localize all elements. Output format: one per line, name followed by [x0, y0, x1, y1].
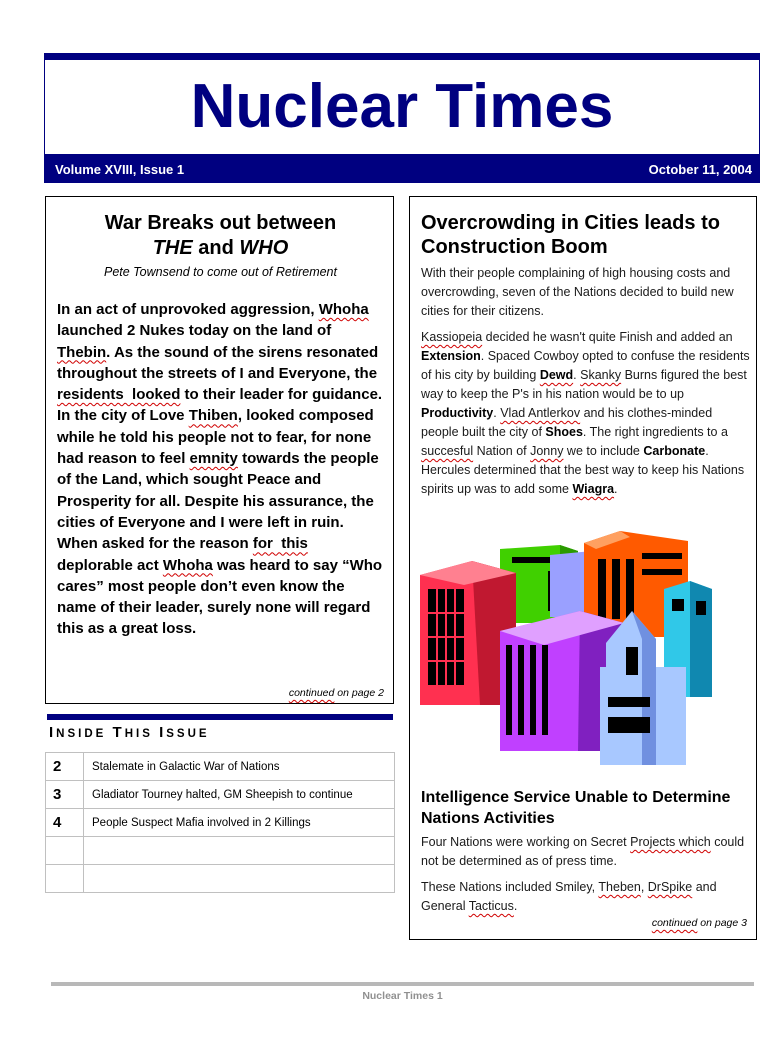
- second-story-body: [421, 264, 751, 506]
- row-text: [84, 837, 395, 865]
- headline-who: WHO: [239, 237, 289, 259]
- table-row[interactable]: [46, 781, 395, 809]
- footer-rule: [51, 982, 754, 986]
- lead-headline: [46, 211, 395, 261]
- table-row[interactable]: [46, 865, 395, 893]
- inside-title-nside: NSIDE: [56, 728, 113, 740]
- row-page: 2: [46, 753, 84, 781]
- intel-continued-note: [652, 917, 747, 929]
- row-page: [46, 865, 84, 893]
- issue-info-bar: [45, 154, 760, 182]
- table-row[interactable]: [46, 837, 395, 865]
- inside-title-ssue: SSUE: [166, 728, 210, 740]
- row-page: 3: [46, 781, 84, 809]
- intel-paragraph-1: Four Nations were working on Secret Projects which could not be determined as of press time.: [421, 835, 745, 868]
- footer-page-number: 1: [436, 990, 443, 1002]
- row-text: People Suspect Mafia involved in 2 Killings: [84, 809, 395, 837]
- lead-headline-line1: War Breaks out between: [104, 212, 337, 234]
- continued-word: continued: [288, 687, 335, 699]
- continued-rest: on page 3: [697, 917, 747, 929]
- lead-story-body: In an act of unprovoked aggression, Whoha launched 2 Nukes today on the land of Thebin. As the sound of the sirens resonated throughout the streets of I and Everyone, the residents looked to their leader for guidance. In the city of Love Thiben, looked composed while he told his people not to fear, for none had reason to feel emnity towards the people of the Land, which sought Peace and Prosperity for all. Despite his assurance, the cities of Everyone and I were left in ruin. When asked for the reason for this deplorable act Whoha was heard to say “Who cares” most people don’t even know the name of their leader, surely none will regard this as a great loss.: [57, 301, 383, 638]
- contents-table: [45, 752, 395, 893]
- page-footer: [51, 990, 754, 1002]
- inside-title-I: I: [49, 724, 57, 741]
- table-row[interactable]: [46, 753, 395, 781]
- inside-title-I2: I: [159, 724, 167, 741]
- inside-title-his: HIS: [124, 728, 160, 740]
- lead-continued-note: [289, 687, 384, 699]
- continued-word: continued: [651, 917, 698, 929]
- inside-title-T: T: [112, 724, 125, 741]
- footer-text: Nuclear Times: [362, 990, 434, 1002]
- row-page: [46, 837, 84, 865]
- row-page: 4: [46, 809, 84, 837]
- second-headline: Overcrowding in Cities leads to Construction Boom: [421, 212, 720, 258]
- row-text: Stalemate in Galactic War of Nations: [84, 753, 395, 781]
- headline-the: THE: [152, 237, 193, 259]
- newspaper-title: Nuclear Times: [190, 72, 614, 141]
- intel-story-body: [421, 833, 751, 923]
- table-row[interactable]: [46, 809, 395, 837]
- issue-date: October 11, 2004: [648, 162, 752, 177]
- inside-title: [49, 724, 210, 741]
- intel-paragraph-2: These Nations included Smiley, Theben, DrSpike and General Tacticus.: [421, 880, 717, 913]
- city-buildings-clipart: [420, 527, 736, 769]
- lead-subhead: Pete Townsend to come out of Retirement: [103, 265, 337, 279]
- inside-this-issue: [45, 711, 396, 898]
- row-text: Gladiator Tourney halted, GM Sheepish to continue: [84, 781, 395, 809]
- masthead-top-bar: [44, 53, 760, 60]
- second-story-box: [409, 196, 757, 940]
- continued-rest: on page 2: [334, 687, 384, 699]
- headline-and: and: [192, 237, 240, 259]
- second-intro: With their people complaining of high housing costs and overcrowding, seven of the Nations decided to build new cities for their citizens.: [421, 266, 734, 318]
- inside-top-bar: [47, 714, 393, 720]
- intel-headline: Intelligence Service Unable to Determine Nations Activities: [421, 789, 731, 827]
- volume-issue: Volume XVIII, Issue 1: [55, 162, 185, 177]
- second-paragraph: Kassiopeia decided he wasn't quite Finish and added an Extension. Spaced Cowboy opted to confuse the residents of his city by building Dewd. Skanky Burns figured the best way to keep the P's in his nation would be to up Productivity. Vlad Antlerkov and his clothes-minded people built the city of Shoes. The right ingredients to a succesful Nation of Jonny we to include Carbonate. Hercules determined that the best way to keep his Nations spirits up was to add some Wiagra.: [421, 330, 750, 496]
- row-text: [84, 865, 395, 893]
- lead-story-box: [45, 196, 394, 704]
